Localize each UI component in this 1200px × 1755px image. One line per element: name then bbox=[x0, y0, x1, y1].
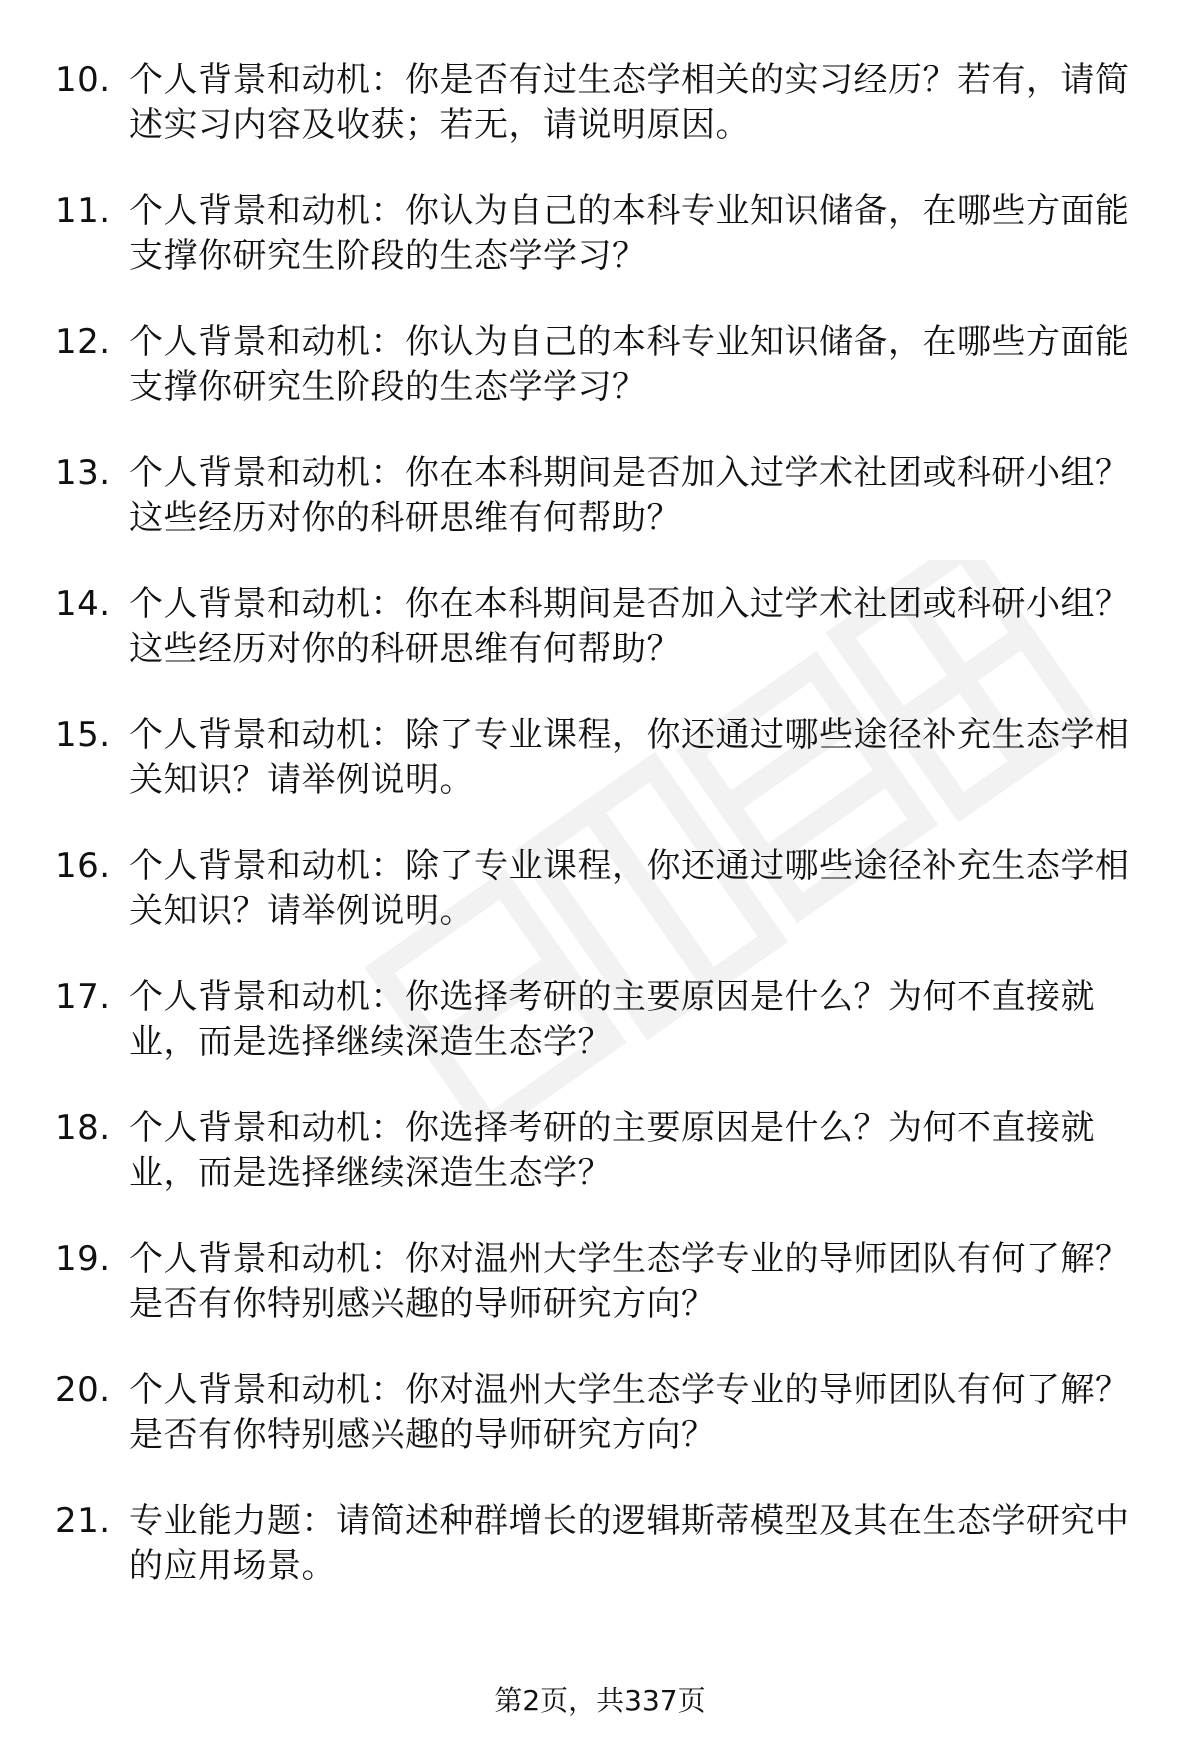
question-number: 19. bbox=[55, 1239, 111, 1279]
question-text: 个人背景和动机：你认为自己的本科专业知识储备，在哪些方面能支撑你研究生阶段的生态学学习？ bbox=[129, 322, 1130, 407]
list-item bbox=[55, 713, 1150, 844]
question-text: 个人背景和动机：你选择考研的主要原因是什么？为何不直接就业，而是选择继续深造生态学？ bbox=[129, 1108, 1095, 1193]
question-number: 15. bbox=[55, 715, 111, 755]
question-number: 11. bbox=[55, 191, 111, 231]
question-number: 10. bbox=[55, 60, 111, 100]
question-text: 个人背景和动机：你认为自己的本科专业知识储备，在哪些方面能支撑你研究生阶段的生态学学习？ bbox=[129, 191, 1130, 276]
question-number: 14. bbox=[55, 584, 111, 624]
list-item bbox=[55, 1368, 1150, 1499]
question-text: 个人背景和动机：你在本科期间是否加入过学术社团或科研小组？这些经历对你的科研思维有何帮助？ bbox=[129, 453, 1130, 538]
question-text: 个人背景和动机：你选择考研的主要原因是什么？为何不直接就业，而是选择继续深造生态学？ bbox=[129, 977, 1095, 1062]
question-list bbox=[55, 58, 1150, 1630]
list-item bbox=[55, 58, 1150, 189]
list-item bbox=[55, 189, 1150, 320]
page-number-footer: 第2页，共337页 bbox=[494, 1684, 706, 1717]
question-text: 个人背景和动机：除了专业课程，你还通过哪些途径补充生态学相关知识？请举例说明。 bbox=[129, 715, 1130, 800]
question-text: 个人背景和动机：你在本科期间是否加入过学术社团或科研小组？这些经历对你的科研思维有何帮助？ bbox=[129, 584, 1130, 669]
question-number: 18. bbox=[55, 1108, 111, 1148]
question-text: 个人背景和动机：除了专业课程，你还通过哪些途径补充生态学相关知识？请举例说明。 bbox=[129, 846, 1130, 931]
list-item bbox=[55, 975, 1150, 1106]
question-number: 17. bbox=[55, 977, 111, 1017]
question-number: 20. bbox=[55, 1370, 111, 1410]
question-number: 13. bbox=[55, 453, 111, 493]
question-text: 专业能力题：请简述种群增长的逻辑斯蒂模型及其在生态学研究中的应用场景。 bbox=[129, 1501, 1130, 1586]
question-number: 21. bbox=[55, 1501, 111, 1541]
list-item bbox=[55, 844, 1150, 975]
list-item bbox=[55, 451, 1150, 582]
question-text: 个人背景和动机：你是否有过生态学相关的实习经历？若有，请简述实习内容及收获；若无，请说明原因。 bbox=[129, 60, 1130, 145]
question-text: 个人背景和动机：你对温州大学生态学专业的导师团队有何了解？是否有你特别感兴趣的导师研究方向？ bbox=[129, 1239, 1130, 1324]
list-item bbox=[55, 582, 1150, 713]
list-item bbox=[55, 1499, 1150, 1630]
question-text: 个人背景和动机：你对温州大学生态学专业的导师团队有何了解？是否有你特别感兴趣的导师研究方向？ bbox=[129, 1370, 1130, 1455]
list-item bbox=[55, 320, 1150, 451]
question-number: 12. bbox=[55, 322, 111, 362]
list-item bbox=[55, 1106, 1150, 1237]
list-item bbox=[55, 1237, 1150, 1368]
question-number: 16. bbox=[55, 846, 111, 886]
